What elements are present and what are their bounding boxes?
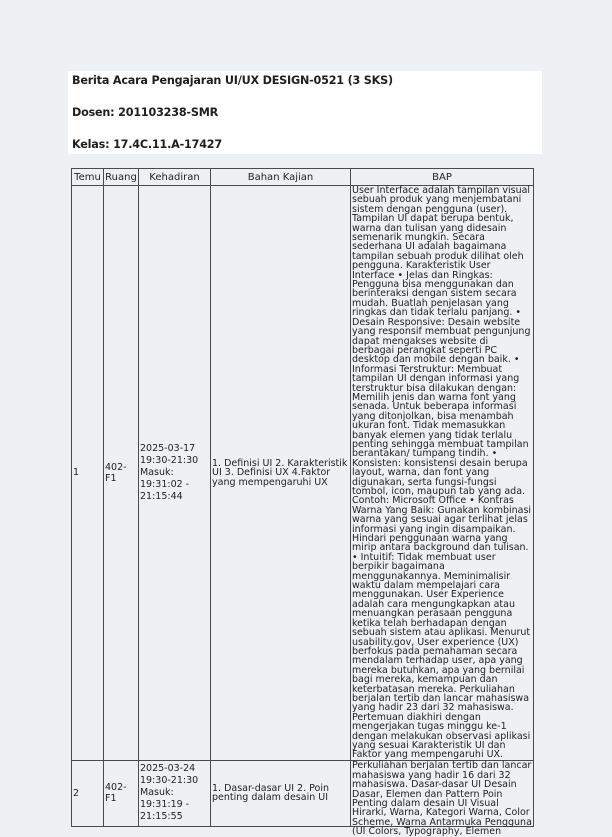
column-header-kehadiran: Kehadiran xyxy=(139,169,211,186)
document-title: Berita Acara Pengajaran UI/UX DESIGN-0521 (3 SKS) xyxy=(72,74,393,87)
meeting-number: 1 xyxy=(72,186,104,761)
table-row xyxy=(72,186,534,761)
attendance-date: 2025-03-17 xyxy=(140,442,196,454)
bap-table xyxy=(71,168,534,837)
attendance-time: 19:30-21:30 xyxy=(140,454,199,466)
bap-text: Perkuliahan berjalan tertib dan lancar mahasiswa yang hadir 16 dari 32 mahasiswa. Dasar-dasar UI Desain Dasar, Elemen dan Pattern Poin Penting dalam desain UI Visual Hirarki, Warna, Kategori Warna, Color Scheme, Warna Antarmuka Pengguna (UI Colors, Typography, Elemen xyxy=(352,760,532,837)
study-material-cell: 1. Dasar-dasar UI 2. Poin penting dalam desain UI xyxy=(211,760,351,826)
column-header-bahan-kajian: Bahan Kajian xyxy=(211,169,351,186)
bap-cell xyxy=(351,760,534,837)
attendance-checkin: Masuk: 19:31:02 - 21:15:44 xyxy=(140,466,190,502)
meeting-number: 2 xyxy=(72,760,104,826)
attendance-date: 2025-03-24 xyxy=(140,763,196,775)
attendance-cell xyxy=(139,760,211,826)
class-line: Kelas: 17.4C.11.A-17427 xyxy=(72,138,222,151)
column-header-ruang: Ruang xyxy=(104,169,139,186)
room-cell: 402-F1 xyxy=(104,760,139,826)
bap-cell: User Interface adalah tampilan visual sebuah produk yang menjembatani sistem dengan pengguna (user). Tampilan UI dapat berupa bentuk, warna dan tulisan yang didesain semenarik mungkin. Secara sederhana UI adalah bagaimana tampilan sebuah produk dilihat oleh pengguna. Karakteristik User Interface • Jelas dan Ringkas: Pengguna bisa menggunakan dan berinteraksi dengan sistem secara mudah. Buatlah penjelasan yang ringkas dan tidak terlalu panjang. • Desain Responsive: Desain website yang responsif membuat pengunjung dapat mengakses website di berbagai perangkat seperti PC desktop dan mobile dengan baik. • Informasi Terstruktur: Membuat tampilan UI dengan informasi yang terstruktur bisa dilakukan dengan: Memilih jenis dan warna font yang senada. Untuk beberapa informasi yang ditonjolkan, bisa menambah ukuran font. Tidak memasukkan banyak elemen yang tidak terlalu penting sehingga membuat tampilan berantakan/ tumpang tindih. • Konsisten: konsistensi desain berupa layout, warna, dan font yang digunakan, serta fungsi-fungsi tombol, icon, maupun tab yang ada. Contoh: Microsoft Office • Kontras Warna Yang Baik: Gunakan kombinasi warna yang sesuai agar terlihat jelas informasi yang ingin disampaikan. Hindari penggunaan warna yang mirip antara background dan tulisan. • Intuitif: Tidak membuat user berpikir bagaimana menggunakannya. Meminimalisir waktu dalam mempelajari cara menggunakan. User Experience adalah cara mengungkapkan atau menuangkan perasaan pengguna ketika telah berhadapan dengan sebuah sistem atau aplikasi. Menurut usability.gov, User experience (UX) berfokus pada pemahaman secara mendalam terhadap user, apa yang mereka butuhkan, apa yang bernilai bagi mereka, kemampuan dan keterbatasan mereka. Perkuliahan berjalan tertib dan lancar mahasiswa yang hadir 23 dari 32 mahasiswa. Pertemuan diakhiri dengan mengerjakan tugas minggu ke-1 dengan melakukan observasi aplikasi yang sesuai Karakteristik UI dan Faktor yang mempengaruhi UX. xyxy=(351,186,534,761)
table-header-row xyxy=(72,169,534,186)
table-row xyxy=(72,760,534,826)
column-header-bap: BAP xyxy=(351,169,534,186)
document-header xyxy=(68,71,542,154)
attendance-cell xyxy=(139,186,211,761)
attendance-time: 19:30-21:30 xyxy=(140,775,199,787)
lecturer-line: Dosen: 201103238-SMR xyxy=(72,106,219,119)
column-header-temu: Temu xyxy=(72,169,104,186)
attendance-checkin: Masuk: 19:31:19 - 21:15:55 xyxy=(140,787,190,823)
room-cell: 402-F1 xyxy=(104,186,139,761)
study-material-cell: 1. Definisi UI 2. Karakteristik UI 3. Definisi UX 4.Faktor yang mempengaruhi UX xyxy=(211,186,351,761)
